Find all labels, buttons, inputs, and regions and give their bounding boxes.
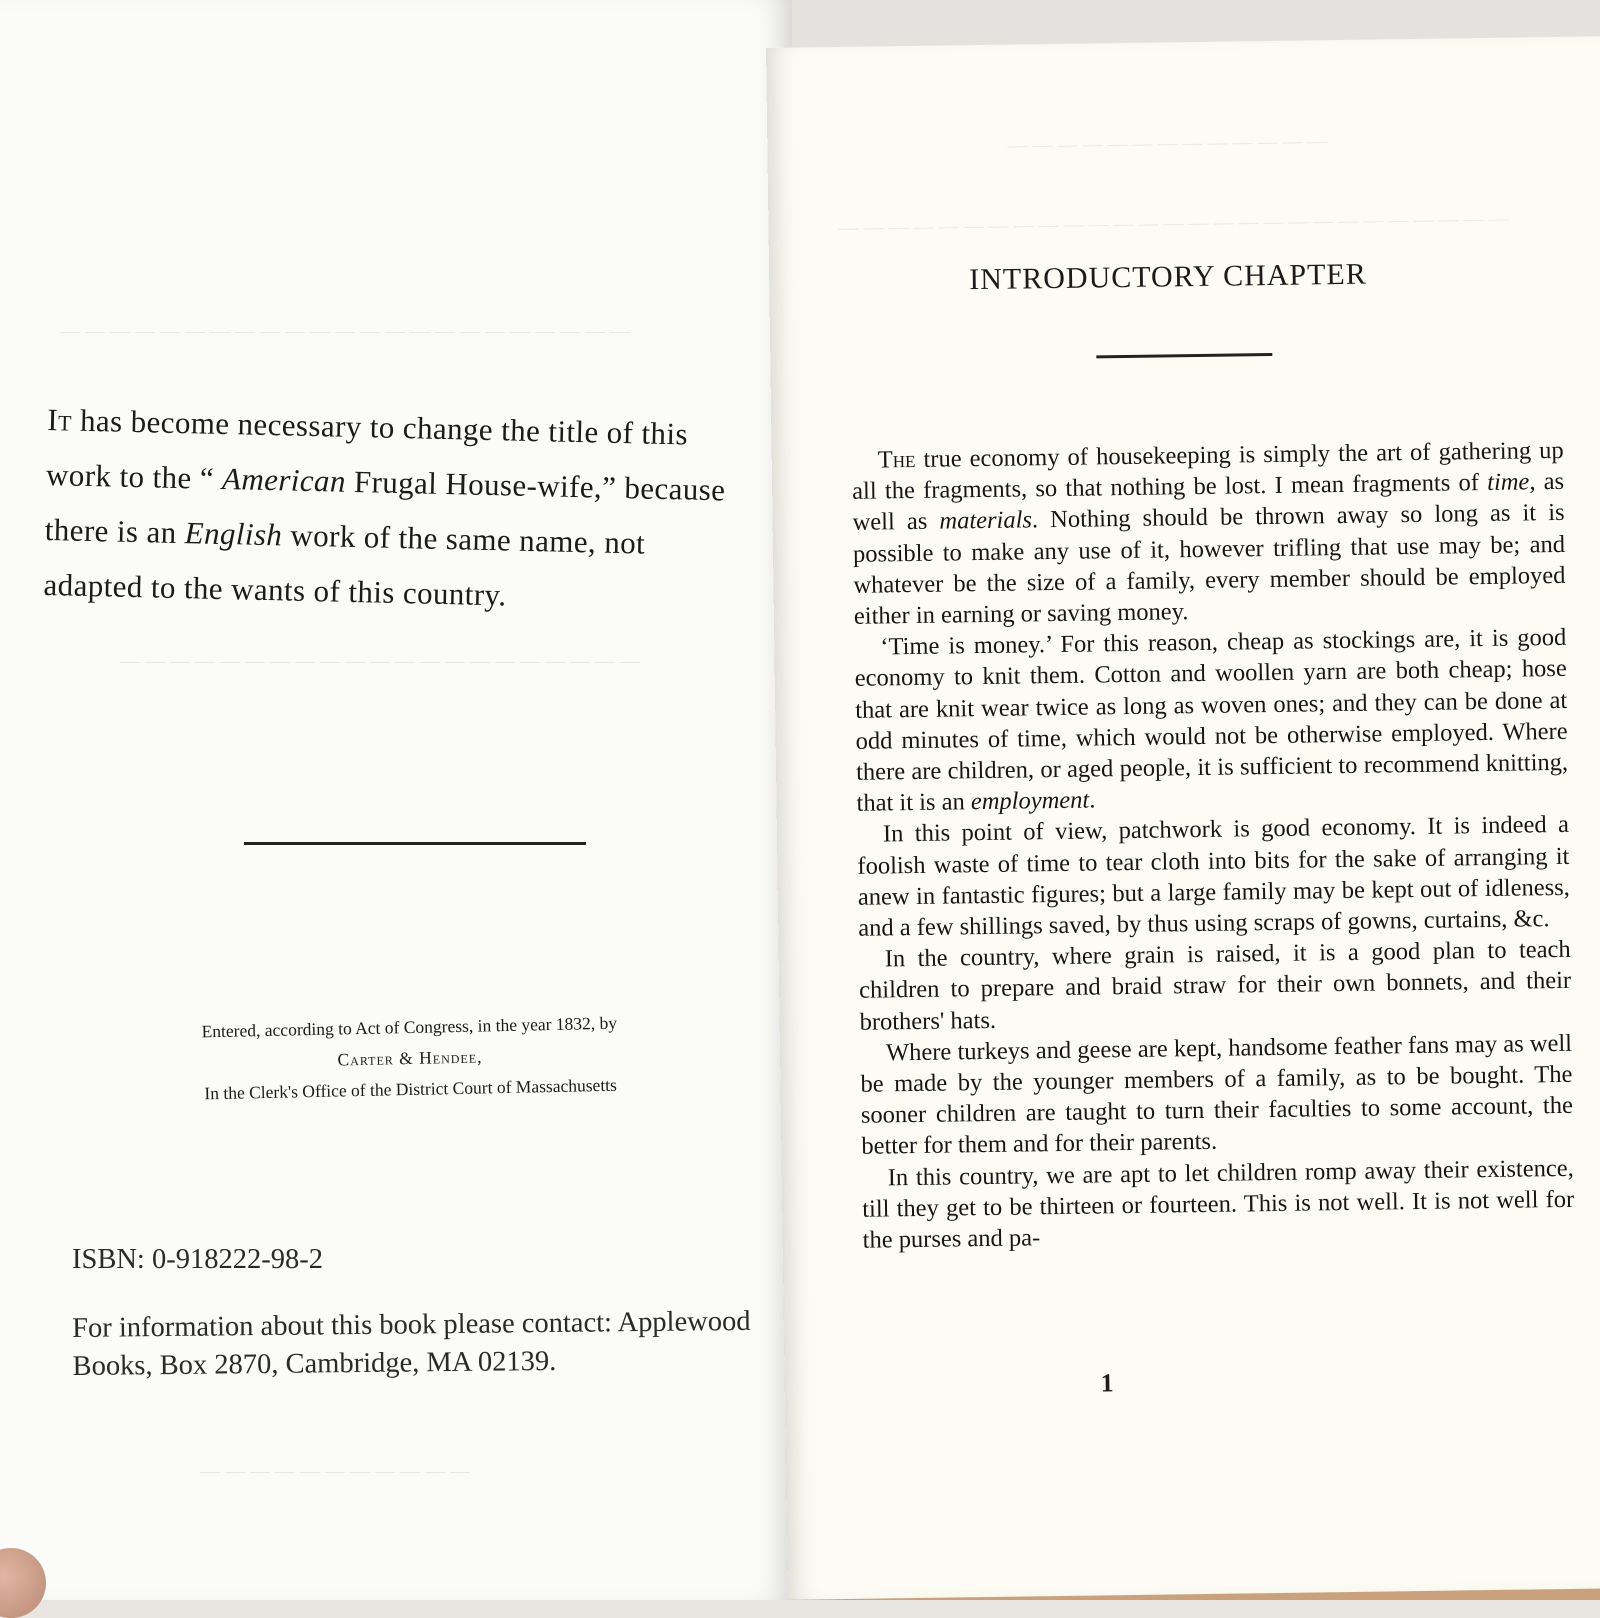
- paragraph: [852, 435, 1567, 632]
- show-through-text: — — — — — — — — — — — — — — — — — — — — — — — — — — —: [838, 207, 1509, 240]
- right-page: [766, 36, 1600, 1599]
- isbn: ISBN: 0-918222-98-2: [72, 1244, 323, 1275]
- chapter-title: INTRODUCTORY CHAPTER: [969, 257, 1367, 297]
- show-through-text: — — — — — — — — — — — — — — — — — — — — — — —: [60, 320, 630, 342]
- paragraph: Where turkeys and geese are kept, handsome feather fans may as well be made by the younger members of a family, as to be bought. The sooner children are taught to turn their faculties to some account, the better for them and for their parents.: [860, 1029, 1574, 1161]
- paragraph: In this country, we are apt to let children romp away their existence, till they get to be thirteen or fourteen. This is not well. It is not well for the purses and pa-: [862, 1154, 1575, 1254]
- paragraph: In this point of view, patchwork is good economy. It is indeed a foolish waste of time to tear cloth into bits for the sake of arranging it anew in fantastic figures; but a large family may be kept out of idleness, and a few shillings saved, by thus using scraps of gowns, curtains, &c.: [857, 811, 1570, 942]
- paragraph-text: true economy of housekeeping is simply the art of gathering up all the fragments, so that nothing be lost. I mean fragments of: [852, 436, 1564, 506]
- paragraph: In the country, where grain is raised, it is a good plan to teach children to prepare and braid straw for their own bonnets, and their brothers' hats.: [858, 936, 1572, 1036]
- notice-text: work of the same name, not adapted to the wants of this country.: [43, 517, 646, 613]
- contact-info: For information about this book please contact: Applewood Books, Box 2870, Cambridge, MA 02139.: [72, 1305, 751, 1382]
- publisher-name: Carter & Hendee,: [337, 1046, 483, 1070]
- page-number: 1: [1100, 1368, 1114, 1398]
- paragraph-lead-word: The: [877, 445, 916, 474]
- paragraph-emphasis: materials: [939, 506, 1033, 536]
- paragraph-text: .: [1089, 786, 1096, 814]
- paragraph-text: , as well as: [852, 468, 1565, 537]
- title-change-notice: [43, 392, 738, 628]
- notice-lead-word: It: [46, 401, 73, 438]
- copyright-line: Entered, according to Act of Congress, in the year 1832, by: [201, 1012, 618, 1042]
- show-through-text: — — — — — — — — — — — — — — — — — — — — —: [120, 650, 640, 672]
- notice-emphasis: American: [221, 460, 347, 499]
- show-through-text: — — — — — — — — — — — — —: [1007, 130, 1328, 157]
- divider-rule: [244, 842, 586, 845]
- notice-text: has become necessary to change the title of this work to the “: [45, 402, 689, 496]
- copyright-notice: [99, 1006, 721, 1112]
- copyright-line: In the Clerk's Office of the District Court of Massachusetts: [204, 1074, 618, 1104]
- paragraph-emphasis: employment: [970, 786, 1090, 816]
- left-page: [0, 0, 792, 1600]
- paragraph-text: . Nothing should be thrown away so long as it is possible to make any use of it, however trifling that use may be; and whatever be the size of a family, every member should be employed either in earning or saving money.: [852, 499, 1566, 630]
- chapter-body: [852, 435, 1575, 1256]
- show-through-text: — — — — — — — — — — —: [200, 1460, 470, 1482]
- divider-rule: [1096, 353, 1272, 358]
- notice-text: Frugal House-wife,” because there is an: [44, 463, 726, 551]
- paragraph: [854, 622, 1569, 819]
- notice-emphasis: English: [184, 515, 283, 553]
- paragraph-text: ‘Time is money.’ For this reason, cheap as stockings are, it is good economy to knit them. Cotton and woollen yarn are both cheap; hose that are knit wear twice as long as woven ones; and they can be done at odd minutes of time, which would not be otherwise employed. Where there are children, or aged people, it is sufficient to recommend knitting, that it is an: [854, 624, 1569, 818]
- paragraph-emphasis: time: [1486, 468, 1530, 497]
